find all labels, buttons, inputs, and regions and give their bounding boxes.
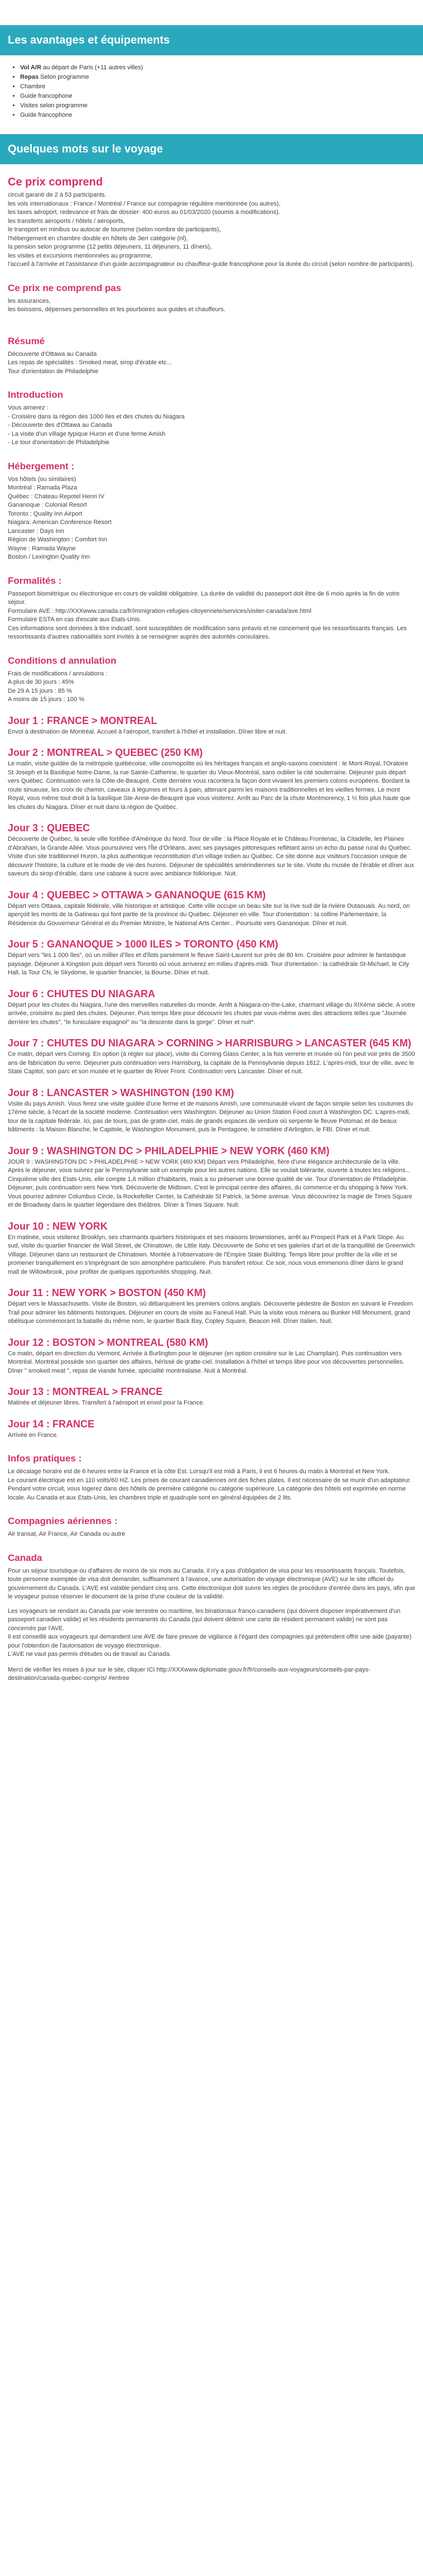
day-section — [8, 1385, 415, 1408]
cancellation-line: Frais de modifications / annulations : — [8, 670, 108, 677]
hotel-line: Lancaster : Days Inn — [8, 527, 64, 535]
hotel-line: Québec : Chateau Repotel Henri IV — [8, 493, 105, 500]
canada-heading: Canada — [8, 1552, 42, 1563]
day-section — [8, 1037, 415, 1077]
excludes-line: les boissons, dépenses personnelles et les pourboires aux guides et chauffeurs. — [8, 306, 225, 313]
canada-list — [8, 1567, 415, 1659]
footer-note[interactable] — [8, 1666, 415, 1683]
airlines-list — [8, 1530, 415, 1539]
day-section — [8, 938, 415, 978]
day-text: Matinée et déjeuner libres. Transfert à l'aéroport et envol pour la France. — [8, 1399, 205, 1406]
hotel-line: Wayne : Ramada Wayne — [8, 545, 76, 552]
practical-line: Pendant votre circuit, vous logerez dans des hôtels de première catégorie ou catégorie supérieure. La catégorie des hôtels est exprimée en norme locale. Au Canada et aux Etats-Unis, les chambres triple et quadruple sont en général équipées de 2 lits. — [8, 1485, 406, 1501]
formalities-line: Passeport biométrique ou électronique en cours de validité obligatoire. La durée de validité du passeport doit être de 6 mois après la fin de votre séjour. — [8, 590, 400, 606]
canada-line: Pour un séjour touristique ou d'affaires de moins de six mois au Canada, il n'y a pas d'obligation de visa pour les ressortissants français. Toutefois, toute personne exemptée de visa doit demander, suffisamment à l'avance, une autorisation de voyage électronique (AVE) sur le site officiel du gouvernement du Canada. L'AVE est valable pendant cinq ans. Cette électronique doit suivre les règles de procédure d'entrée dans les pays, afin que le voyageur puisse réserver le document de la prise d'une couleur de la validité. — [8, 1567, 415, 1600]
includes-line: les transferts aéroports / hôtels / aéroports, — [8, 217, 125, 225]
excludes-line: les assurances, — [8, 297, 51, 304]
advantage-item: • Visites selon programme — [20, 101, 423, 111]
hotel-line: Vos hôtels (ou similaires) — [8, 475, 76, 483]
hotel-line: Région de Washington : Comfort Inn — [8, 536, 107, 543]
advantage-item: • Guide francophone — [20, 111, 423, 120]
cancellation-list — [8, 670, 415, 704]
hotels-list — [8, 475, 415, 562]
day-title: Jour 5 : GANANOQUE > 1000 ILES > TORONTO (450 KM) — [8, 939, 278, 950]
includes-line: l'hébergement en chambre double en hôtels de 3err catégorie (nl), — [8, 235, 188, 242]
includes-line: la pension selon programme (12 petits déjeuners, 11 déjeuners, 11 dîners), — [8, 244, 212, 250]
summary-line: Découverte d'Ottawa au Canada — [8, 350, 97, 358]
excludes-heading: Ce prix ne comprend pas — [8, 282, 122, 293]
advantages-list — [0, 63, 423, 120]
intro-line: Vous aimerez : — [8, 404, 49, 411]
trip-words-banner: Quelques mots sur le voyage — [0, 134, 423, 164]
intro-heading: Introduction — [8, 389, 64, 400]
cancellation-heading: Conditions d annulation — [8, 655, 117, 666]
day-title: Jour 14 : FRANCE — [8, 1418, 95, 1430]
summary-list — [8, 350, 415, 377]
day-text: Arrivée en France. — [8, 1431, 59, 1439]
day-title: Jour 3 : QUEBEC — [8, 822, 90, 834]
includes-line: les vols internationaux : France / Montréal / France sur compagnie régulière mentionnée (ou autres), — [8, 200, 281, 207]
day-text: Départ vers Ottawa, capitale fédérale, ville historique et artistique. Cette ville occupe un beau site sur la rive sud de la rivière Outaouais. Au nord, on aperçoit les monts de la Gatineau qui font partie de la province du Québec. Déjeuner en ville. Tour d'orientation : la colline Parlementaire, la Résidence du Gouverneur Général et du Premier Ministre, le National Arts Center... Poursuite vers Gananoque. Dîner et nuit. — [8, 902, 410, 927]
includes-line: l'accueil à l'arrivée et l'assistance d'un guide accompagnateur ou chauffeur-guide francophone pour la durée du circuit (selon nombre de participants). — [8, 261, 414, 268]
trip-content — [0, 175, 423, 1683]
formalities-line: Formulaire ESTA en cas d'escale aux Etats-Unis. — [8, 616, 142, 623]
day-section — [8, 988, 415, 1027]
excludes-list — [8, 297, 415, 315]
includes-list — [8, 191, 415, 269]
includes-line: les visites et excursions mentionnées au programme, — [8, 252, 153, 259]
day-section — [8, 1145, 415, 1210]
day-title: Jour 2 : MONTREAL > QUEBEC (250 KM) — [8, 747, 203, 758]
canada-line: L'AVE ne vaut pas permis d'études ou de travail au Canada. — [8, 1651, 171, 1658]
day-text: Découverte de Québec, la seule ville fortifiée d'Amérique du Nord. Tour de ville : la Place Royale et le Château Frontenac, la Citadelle, les Plaines d'Abraham, la Grande Allée. Vous poursuivrez vers l'Île d'Orléans, avec ses paysages pittoresques reflétant ainsi un écho du passé rural du Québec. Visite d'un site traditionnel Huron, la plus authentique reconstitution d'un village indien au Québec. Ce site donne aux visiteurs l'occasion unique de découvrir l'histoire, la culture et le mode de vie des hurons. Déjeuner de spécialités amérindiennes sur le site. Visite du musée de l'érable et dîner aux saveurs du sirop d'érable, dans une cabane à sucre avec ambiance folklorique. Nuit. — [8, 836, 414, 877]
hotel-line: Boston / Lexington Quality Inn — [8, 554, 90, 560]
intro-line: - La visite d'un village typique Huron et d'une ferme Amish — [8, 430, 166, 437]
day-section — [8, 1220, 415, 1277]
day-title: Jour 8 : LANCASTER > WASHINGTON (190 KM) — [8, 1087, 234, 1098]
day-text: Ce matin, départ vers Corning. En option (à régler sur place), visite du Corning Glass Center, a la fois verrerie et musée où l'on peut voir près de 3500 ans de fabrication du verre. Déjeuner puis continuation vers Harrisburg, la capitale de la Pennsylvanie depuis 1812. L'après-midi, tour de ville, avec le State Capitol, son parc et son musée et le quartier de River Front. Continuation vers Lancaster. Dîner et nuit. — [8, 1051, 415, 1075]
day-title: Jour 9 : WASHINGTON DC > PHILADELPHIE > NEW YORK (460 KM) — [8, 1145, 330, 1156]
day-title: Jour 13 : MONTREAL > FRANCE — [8, 1386, 163, 1397]
formalities-line: Ces informations sont données à titre indicatif, sont susceptibles de modification sans préavis et ne concernent que les ressortissants français. Les ressortissants d'autres nationalités sont invités à se renseigner auprès des autorités consulaires. — [8, 625, 407, 640]
practical-list — [8, 1468, 415, 1502]
advantages-banner: Les avantages et équipements — [0, 25, 423, 55]
summary-heading: Résumé — [8, 335, 45, 346]
hotel-line: Gananoque : Colonial Resort — [8, 502, 87, 508]
hotel-line: Toronto : Quality Inn Airport — [8, 510, 83, 517]
advantage-item: • Guide francophone — [20, 92, 423, 101]
includes-line: circuit garanti de 2 à 53 participants. — [8, 192, 107, 198]
practical-line: Le décalage horaire est de 6 heures entre la France et la côte Est. Lorsqu'il est midi à Paris, il est 6 heures du matin à Montréal et New York. — [8, 1468, 390, 1475]
advantage-item: • Repas Selon programme — [20, 73, 423, 82]
practical-heading: Infos pratiques : — [8, 1453, 82, 1464]
airlines-line: Air transat, Air France, Air Canada ou autre — [8, 1531, 126, 1537]
day-section — [8, 889, 415, 928]
day-section — [8, 746, 415, 812]
day-section — [8, 1087, 415, 1135]
intro-list — [8, 404, 415, 447]
cancellation-line: A plus de 30 jours : 45% — [8, 679, 74, 685]
day-title: Jour 10 : NEW YORK — [8, 1220, 108, 1232]
advantage-item: • Vol A/R au départ de Paris (+11 autres villes) — [20, 63, 423, 73]
practical-line: Le courant électrique est en 110 volts/60 HZ. Les prises de courant canadiennes ont des fiches plates. Il est nécessaire de se munir d'un adaptateur. — [8, 1477, 411, 1484]
day-text: Départ vers le Massachusetts. Visite de Boston, où débarquèrent les premiers colons anglais. Découverte pédestre de Boston en suivant le Freedom Trail pour admirer les bâtiments historiques. Déjeuner en cours de visite au Faneuil Hall. Puis la visite vous mènera au Bunker Hill Monument, grand obélisque commémorant la bataille du même nom, le quartier Back Bay, Copley Square, Beacon Hill. Dîner Italien. Nuit. — [8, 1301, 413, 1325]
summary-line: Tour d'orientation de Philadelphie — [8, 368, 99, 375]
intro-line: - Le tour d'orientation de Philadelphie — [8, 439, 109, 446]
formalities-line: Formulaire AVE : http://XXXwww.canada.ca/fr/immigration-refugies-citoyennete/services/visiter-canada/ave.html — [8, 607, 311, 615]
day-text: Le matin, visite guidée de la métropole québécoise, ville cosmopolite où les héritages français et anglo-saxons coexistent : le Mont-Royal, l'Oratoire St Joseph et la Basilique Notre-Dame, la rue Sainte-Catherine, le quartier du Vieux-Montréal, sans oublier la cité souterraine. Déjeuner puis départ vers Québec. Continuation vers la Côte-de-Beaupré. Cette dernière vous racontera la façon dont vivaient les premiers colons européens. Bordant la route sinueuse, les croix de chemin, caveaux à légumes et fours à pain, attenant parmi les maisons traditionnelles et les vieilles fermes. Le mont Royal, vous même tout droit à la basilique Ste-Anne-de-Beaupré que vous visiterez. Arrêt au Parc de la chute Montmorency, 1 ½ fois plus haute que les chutes du Niagara. Dîner et nuit dans la région de Québec. — [8, 760, 411, 811]
day-title: Jour 12 : BOSTON > MONTREAL (580 KM) — [8, 1336, 208, 1348]
summary-line: Les repas de spécialités : Smoked meat, sirop d'érable etc... — [8, 359, 172, 366]
intro-line: - Découverte des d'Ottawa au Canada — [8, 422, 112, 428]
formalities-list — [8, 590, 415, 642]
day-text: En matinée, vous visiterez Brooklyn, ses charmants quartiers historiques et ses maisons brownstones, arrêt au Prospect Park et à Park Slope. Au sud, visite du quartier financier de Wall Street, de Chinatown, de Little Italy. Découverte de Soho et ses galeries d'art et de la tranquillité de Greenwich Village. Déjeuner dans un restaurant de Chinatown. Montée à l'observatoire de l'Empire State Building. Temps libre pour profiter de la ville et se promener tranquillement en s'imprégnant de son atmosphère particulière. Puis transfert retour. Ce soir, nous vous emmenons dîner dans le grand mall de Willowbrook, pour profiter de quelques opportunités shopping. Nuit. — [8, 1234, 415, 1275]
cancellation-line: A moins de 15 jours : 100 % — [8, 696, 84, 703]
canada-line: Il est conseillé aux voyageurs qui demandent une AVE de faire preuve de vigilance à l'égard des compagnies qui prétendent offrir une aide (payante) pour l'obtention de l'autorisation de voyage électronique. — [8, 1634, 412, 1649]
day-section — [8, 1336, 415, 1376]
includes-heading: Ce prix comprend — [8, 176, 103, 188]
day-text: Départ pour les chutes du Niagara, l'une des merveilles naturelles du monde. Arrêt à Niagara-on-the-Lake, charmant village du XIXème siècle. A votre arrivée, croisière au pied des chutes. Déjeuner. Puis temps libre pour découvrir les chutes par vous-même avec des attractions telles que "Journée derrière les chutes", "le funiculaire espagnol" ou "la descente dans la gorge". Dîner et nuit*. — [8, 1001, 415, 1026]
hotels-heading: Hébergement : — [8, 460, 75, 472]
day-text: Ce matin, départ en direction du Vermont. Arrivée à Burlington pour le déjeuner (en option croisière sur le Lac Champlain). Puis continuation vers Montréal. Montréal possède son quartier des affaires, hérissé de gratte-ciel. Installation à l'hôtel et temps libre pour vos découvertes personnelles. Dîner " smoked meat ", repas de viande fumée, spécialité montréalaise. Nuit à Montréal. — [8, 1350, 405, 1374]
day-section — [8, 1418, 415, 1440]
formalities-heading: Formalités : — [8, 575, 62, 586]
day-title: Jour 11 : NEW YORK > BOSTON (450 KM) — [8, 1287, 206, 1298]
hotel-line: Niagara: American Conference Resort — [8, 519, 112, 526]
day-text: JOUR 9 : WASHINGTON DC > PHILADELPHIE > NEW YORK (460 KM) Départ vers Philadelphie, fière d'une élégance architecturale de la ville. Après le déjeuner, vous suivrez par le Pennsylvanie soit un exemple pour les autres nations. Elle se voulait tolérante, ouverte à toutes les religions... Cinquième ville des Etats-Unis, elle compte 1,6 million d'habitants, mais a su préserver une bonne qualité de vie. Tour d'orientation de Philadelphie. Déjeuner, puis continuation vers New York. Découverte de Midtown. C'est le principal centre des affaires, du commerce et du shopping à New York. Vous pourrez admirer Columbus Circle, la Rockefeller Center, la Cathédrale St Patrick, la 5ème avenue. Vous découvrirez la magie de Times Square et de Broadway dans le quartier légendaire des théâtres. Dîner à Times Square. Nuit. — [8, 1158, 412, 1208]
day-title: Jour 6 : CHUTES DU NIAGARA — [8, 988, 156, 999]
footer-link[interactable]: Merci de vérifier les mises à jour sur le site, cliquer ICI http://XXXwww.diplomatie.gouv.fr/fr/conseils-aux-voyageurs/conseils-par-pays-destination/canada-quebec-compris/ #entree — [8, 1666, 371, 1682]
includes-line: les taxes aéroport, redevance et frais de dossier: 400 euros au 01/03/2020 (soumis à modifications). — [8, 209, 280, 216]
day-title: Jour 4 : QUEBEC > OTTAWA > GANANOQUE (615 KM) — [8, 889, 266, 901]
day-section — [8, 1287, 415, 1326]
day-title: Jour 7 : CHUTES DU NIAGARA > CORNING > HARRISBURG > LANCASTER (645 KM) — [8, 1037, 411, 1049]
intro-line: - Croisière dans la région des 1000 Iles et des chutes du Niagara — [8, 413, 185, 420]
day-title: Jour 1 : FRANCE > MONTREAL — [8, 715, 157, 726]
cancellation-line: De 29 A 15 jours : 85 % — [8, 687, 72, 694]
day-text: Départ vers "les 1 000 îles", où un millier d'îles et d'îlots parsèment le fleuve Saint-Laurent sur près de 80 km. Croisière pour admirer le fantastique paysage. Déjeuner à Kingston puis départ vers Toronto où vous arriverez en milieu d'après-midi. Tour d'orientation : la cathédrale St-Michael, le City Hall, la Tour CN, le Skydome, le quartier financier, la Bourse. Dîner et nuit. — [8, 952, 410, 976]
advantage-item: • Chambre — [20, 82, 423, 92]
day-section — [8, 822, 415, 879]
day-text: Visite du pays Amish. Vous ferez une visite guidée d'une ferme et de maisons Amish, une communauté vivant de façon simple selon les coutumes du 17ème siècle, à l'écart de la société moderne. Continuation vers Washington. Déjeuner au Union Station Food court à Washington DC. L'après-midi, tour de la capitale fédérale. Ici, pas de tours, pas de gratte-ciel, mais de grands espaces de verdure où serpente le fleuve Potomac et de beaux bâtiments : la Maison Blanche, le Capitole, le Washington Monument, puis le Pentagone, le cimetière d'Arlington, le FBI. Dîner et nuit. — [8, 1100, 413, 1133]
canada-line: Les voyageurs se rendant au Canada par voie terrestre ou maritime, les binationaux franco-canadiens (qui doivent disposer impérativement d'un passeport canadien valide) et les résidents permanents du Canada (qui doivent détenir une carte de résident permanent valide) ne sont pas concernés par l'AVE. — [8, 1607, 401, 1632]
day-text: Envol à destination de Montréal. Accueil à l'aéroport, transfert à l'hôtel et installation. Dîner libre et nuit. — [8, 728, 287, 735]
day-section — [8, 715, 415, 737]
hotel-line: Montréal : Ramada Plaza — [8, 484, 78, 491]
airlines-heading: Compagnies aériennes : — [8, 1516, 118, 1526]
includes-line: le transport en minibus ou autocar de tourisme (selon nombre de participants), — [8, 226, 221, 233]
